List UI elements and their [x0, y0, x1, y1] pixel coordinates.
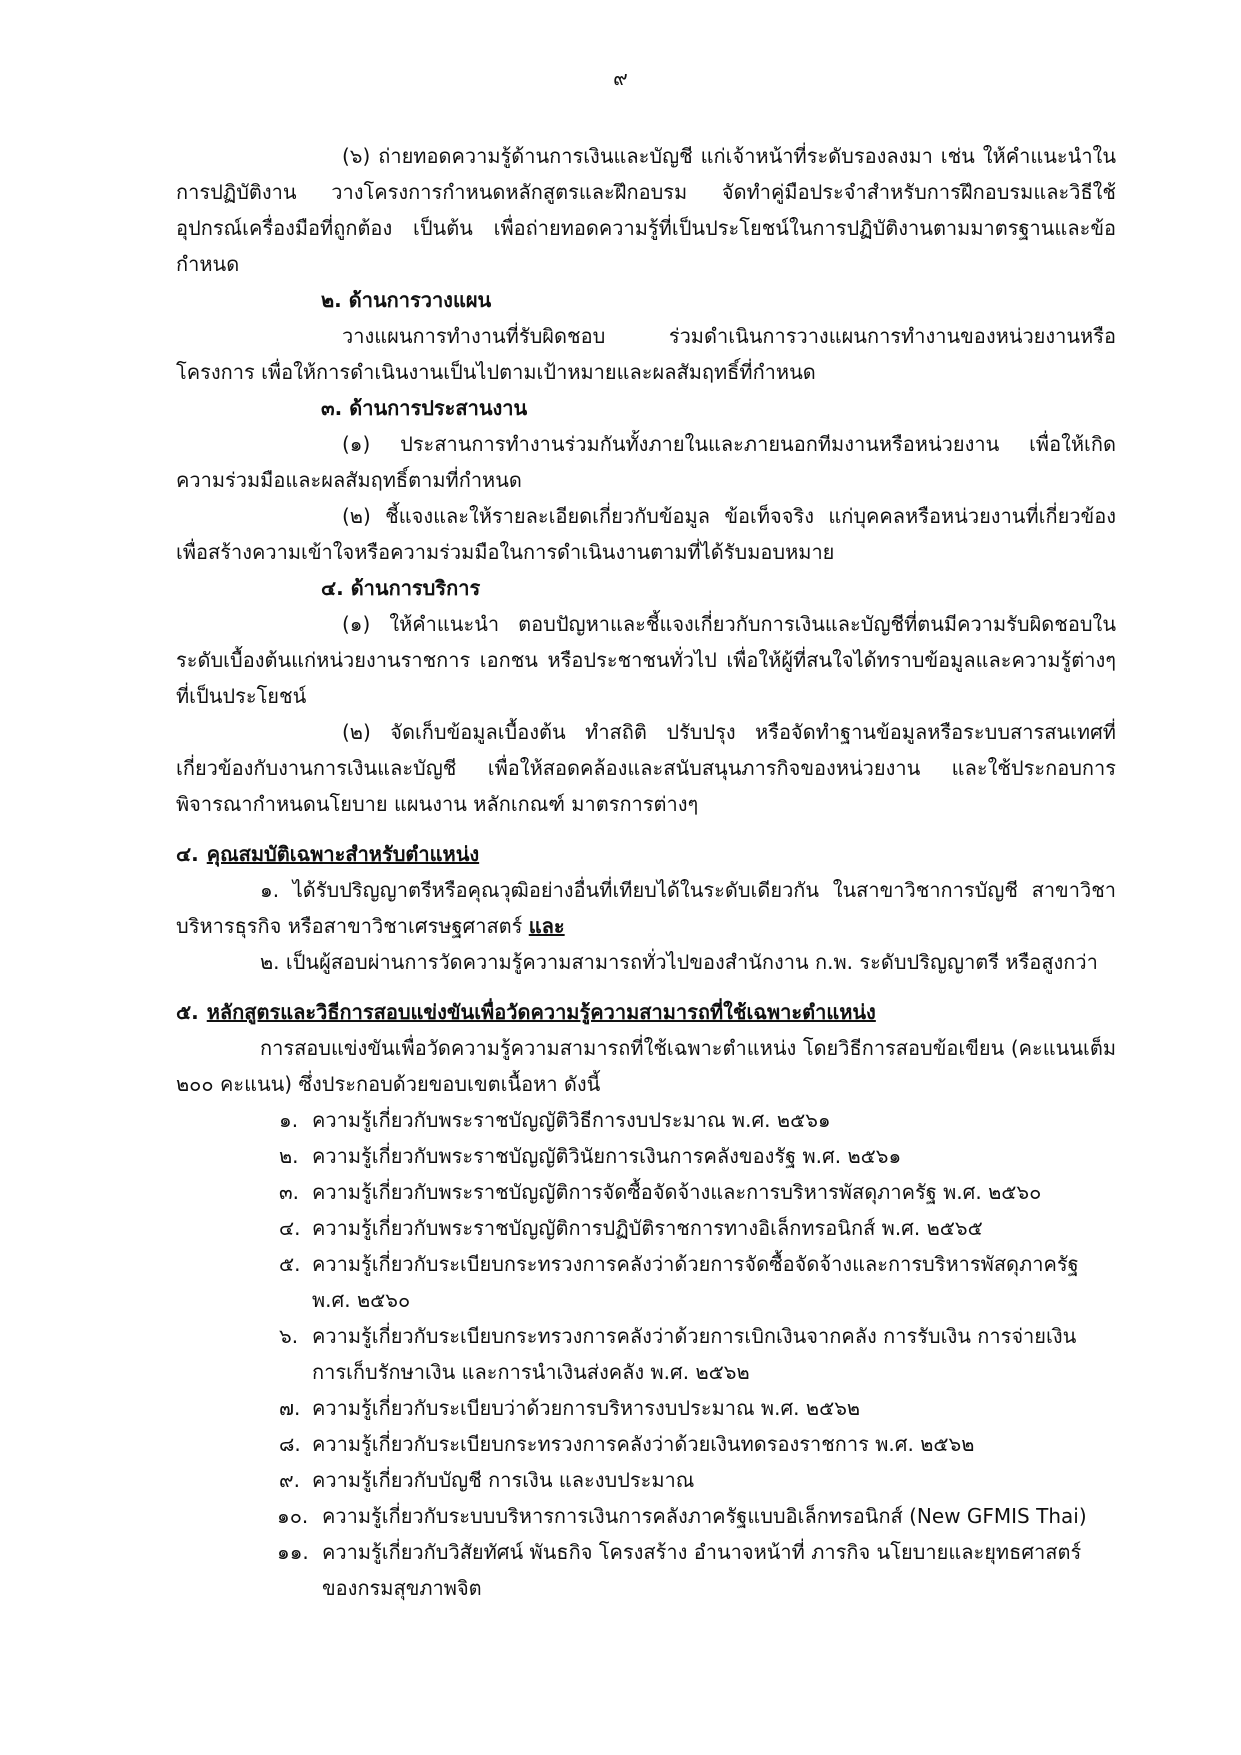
- subheading-coordination: ๓. ด้านการประสานงาน: [321, 396, 528, 420]
- list-item-text: ความรู้เกี่ยวกับพระราชบัญญัติวิธีการงบประมาณ พ.ศ. ๒๕๖๑: [312, 1108, 831, 1132]
- list-item-text: ความรู้เกี่ยวกับวิสัยทัศน์ พันธกิจ โครงสร้าง อำนาจหน้าที่ ภารกิจ นโยบายและยุทธศาสตร์ของกรมสุขภาพจิต: [322, 1540, 1082, 1600]
- list-item-text: ความรู้เกี่ยวกับพระราชบัญญัติการปฏิบัติราชการทางอิเล็กทรอนิกส์ พ.ศ. ๒๕๖๕: [312, 1216, 983, 1240]
- list-item-text: ความรู้เกี่ยวกับบัญชี การเงิน และงบประมาณ: [312, 1468, 695, 1492]
- list-item-text: ความรู้เกี่ยวกับพระราชบัญญัติวินัยการเงินการคลังของรัฐ พ.ศ. ๒๕๖๑: [312, 1144, 902, 1168]
- section-4-heading: [176, 836, 1116, 872]
- section-5-title: หลักสูตรและวิธีการสอบแข่งขันเพื่อวัดความรู้ความสามารถที่ใช้เฉพาะตำแหน่ง: [206, 1000, 876, 1024]
- list-item-number: ๖.: [279, 1324, 299, 1348]
- list-item-number: ๑๐.: [277, 1504, 309, 1528]
- section-4-number: ๔.: [176, 842, 199, 866]
- list-item: [176, 1462, 1116, 1498]
- list-item: [176, 1246, 1116, 1318]
- list-item: [176, 1390, 1116, 1426]
- list-item-number: ๗.: [279, 1396, 301, 1420]
- list-item-number: ๑.: [279, 1108, 299, 1132]
- document-body: [176, 138, 1116, 1606]
- list-item-text: ความรู้เกี่ยวกับระเบียบกระทรวงการคลังว่าด้วยเงินทดรองราชการ พ.ศ. ๒๕๖๒: [312, 1432, 975, 1456]
- qualification-2: ๒. เป็นผู้สอบผ่านการวัดความรู้ความสามารถทั่วไปของสำนักงาน ก.พ. ระดับปริญญาตรี หรือสูงกว่า: [260, 950, 1098, 974]
- list-item: [176, 1174, 1116, 1210]
- list-item: [176, 1426, 1116, 1462]
- section-5-heading: [176, 994, 1116, 1030]
- paragraph-service-2: (๒) จัดเก็บข้อมูลเบื้องต้น ทำสถิติ ปรับปรุง หรือจัดทำฐานข้อมูลหรือระบบสารสนเทศที่เกี่ยวข้องกับงานการเงินและบัญชี เพื่อให้สอดคล้องและสนับสนุนภารกิจของหน่วยงาน และใช้ประกอบการพิจารณากำหนดนโยบาย แผนงาน หลักเกณฑ์ มาตรการต่างๆ: [176, 720, 1116, 816]
- subheading-planning: ๒. ด้านการวางแผน: [321, 288, 492, 312]
- list-item: [176, 1534, 1116, 1606]
- qualification-1-and: และ: [528, 914, 565, 938]
- list-item: [176, 1318, 1116, 1390]
- paragraph-transfer-knowledge: (๖) ถ่ายทอดความรู้ด้านการเงินและบัญชี แก่เจ้าหน้าที่ระดับรองลงมา เช่น ให้คำแนะนำในการปฏิบัติงาน วางโครงการกำหนดหลักสูตรและฝึกอบรม จัดทำคู่มือประจำสำหรับการฝึกอบรมและวิธีใช้อุปกรณ์เครื่องมือที่ถูกต้อง เป็นต้น เพื่อถ่ายทอดความรู้ที่เป็นประโยชน์ในการปฏิบัติงานตามมาตรฐานและข้อกำหนด: [176, 144, 1116, 276]
- list-item-text: ความรู้เกี่ยวกับระบบบริหารการเงินการคลังภาครัฐแบบอิเล็กทรอนิกส์ (New GFMIS Thai): [322, 1504, 1087, 1528]
- page-number: ๙: [613, 66, 628, 90]
- list-item: [176, 1138, 1116, 1174]
- paragraph-planning: วางแผนการทำงานที่รับผิดชอบ ร่วมดำเนินการวางแผนการทำงานของหน่วยงานหรือโครงการ เพื่อให้การดำเนินงานเป็นไปตามเป้าหมายและผลสัมฤทธิ์ที่กำหนด: [176, 324, 1116, 384]
- list-item-text: ความรู้เกี่ยวกับระเบียบกระทรวงการคลังว่าด้วยการจัดซื้อจัดจ้างและการบริหารพัสดุภาครัฐ พ.ศ. ๒๕๖๐: [312, 1252, 1079, 1312]
- list-item-text: ความรู้เกี่ยวกับระเบียบว่าด้วยการบริหารงบประมาณ พ.ศ. ๒๕๖๒: [312, 1396, 861, 1420]
- paragraph-coordination-2: (๒) ชี้แจงและให้รายละเอียดเกี่ยวกับข้อมูล ข้อเท็จจริง แก่บุคคลหรือหน่วยงานที่เกี่ยวข้อง เพื่อสร้างความเข้าใจหรือความร่วมมือในการดำเนินงานตามที่ได้รับมอบหมาย: [176, 504, 1116, 564]
- list-item-number: ๕.: [279, 1252, 301, 1276]
- list-item-text: ความรู้เกี่ยวกับระเบียบกระทรวงการคลังว่าด้วยการเบิกเงินจากคลัง การรับเงิน การจ่ายเงิน การเก็บรักษาเงิน และการนำเงินส่งคลัง พ.ศ. ๒๕๖๒: [312, 1324, 1077, 1384]
- list-item-number: ๙.: [279, 1468, 301, 1492]
- list-item: [176, 1102, 1116, 1138]
- qualification-1: [176, 872, 1116, 944]
- list-item-number: ๘.: [279, 1432, 301, 1456]
- list-item-number: ๔.: [279, 1216, 301, 1240]
- exam-topic-list: [176, 1102, 1116, 1606]
- section-5-number: ๕.: [176, 1000, 199, 1024]
- paragraph-coordination-1: (๑) ประสานการทำงานร่วมกันทั้งภายในและภายนอกทีมงานหรือหน่วยงาน เพื่อให้เกิดความร่วมมือและผลสัมฤทธิ์ตามที่กำหนด: [176, 432, 1116, 492]
- list-item-number: ๓.: [279, 1180, 300, 1204]
- section-5-intro: การสอบแข่งขันเพื่อวัดความรู้ความสามารถที่ใช้เฉพาะตำแหน่ง โดยวิธีการสอบข้อเขียน (คะแนนเต็ม ๒๐๐ คะแนน) ซึ่งประกอบด้วยขอบเขตเนื้อหา ดังนี้: [176, 1036, 1116, 1096]
- list-item-text: ความรู้เกี่ยวกับพระราชบัญญัติการจัดซื้อจัดจ้างและการบริหารพัสดุภาครัฐ พ.ศ. ๒๕๖๐: [312, 1180, 1042, 1204]
- list-item-number: ๑๑.: [277, 1540, 309, 1564]
- section-4-title: คุณสมบัติเฉพาะสำหรับตำแหน่ง: [206, 842, 480, 866]
- subheading-service: ๔. ด้านการบริการ: [321, 576, 481, 600]
- list-item: [176, 1498, 1116, 1534]
- paragraph-service-1: (๑) ให้คำแนะนำ ตอบปัญหาและชี้แจงเกี่ยวกับการเงินและบัญชีที่ตนมีความรับผิดชอบในระดับเบื้องต้นแก่หน่วยงานราชการ เอกชน หรือประชาชนทั่วไป เพื่อให้ผู้ที่สนใจได้ทราบข้อมูลและความรู้ต่างๆ ที่เป็นประโยชน์: [176, 612, 1116, 708]
- qualification-1-text: ๑. ได้รับปริญญาตรีหรือคุณวุฒิอย่างอื่นที่เทียบได้ในระดับเดียวกัน ในสาขาวิชาการบัญชี สาขาวิชาบริหารธุรกิจ หรือสาขาวิชาเศรษฐศาสตร์: [176, 878, 1116, 938]
- list-item-number: ๒.: [279, 1144, 299, 1168]
- list-item: [176, 1210, 1116, 1246]
